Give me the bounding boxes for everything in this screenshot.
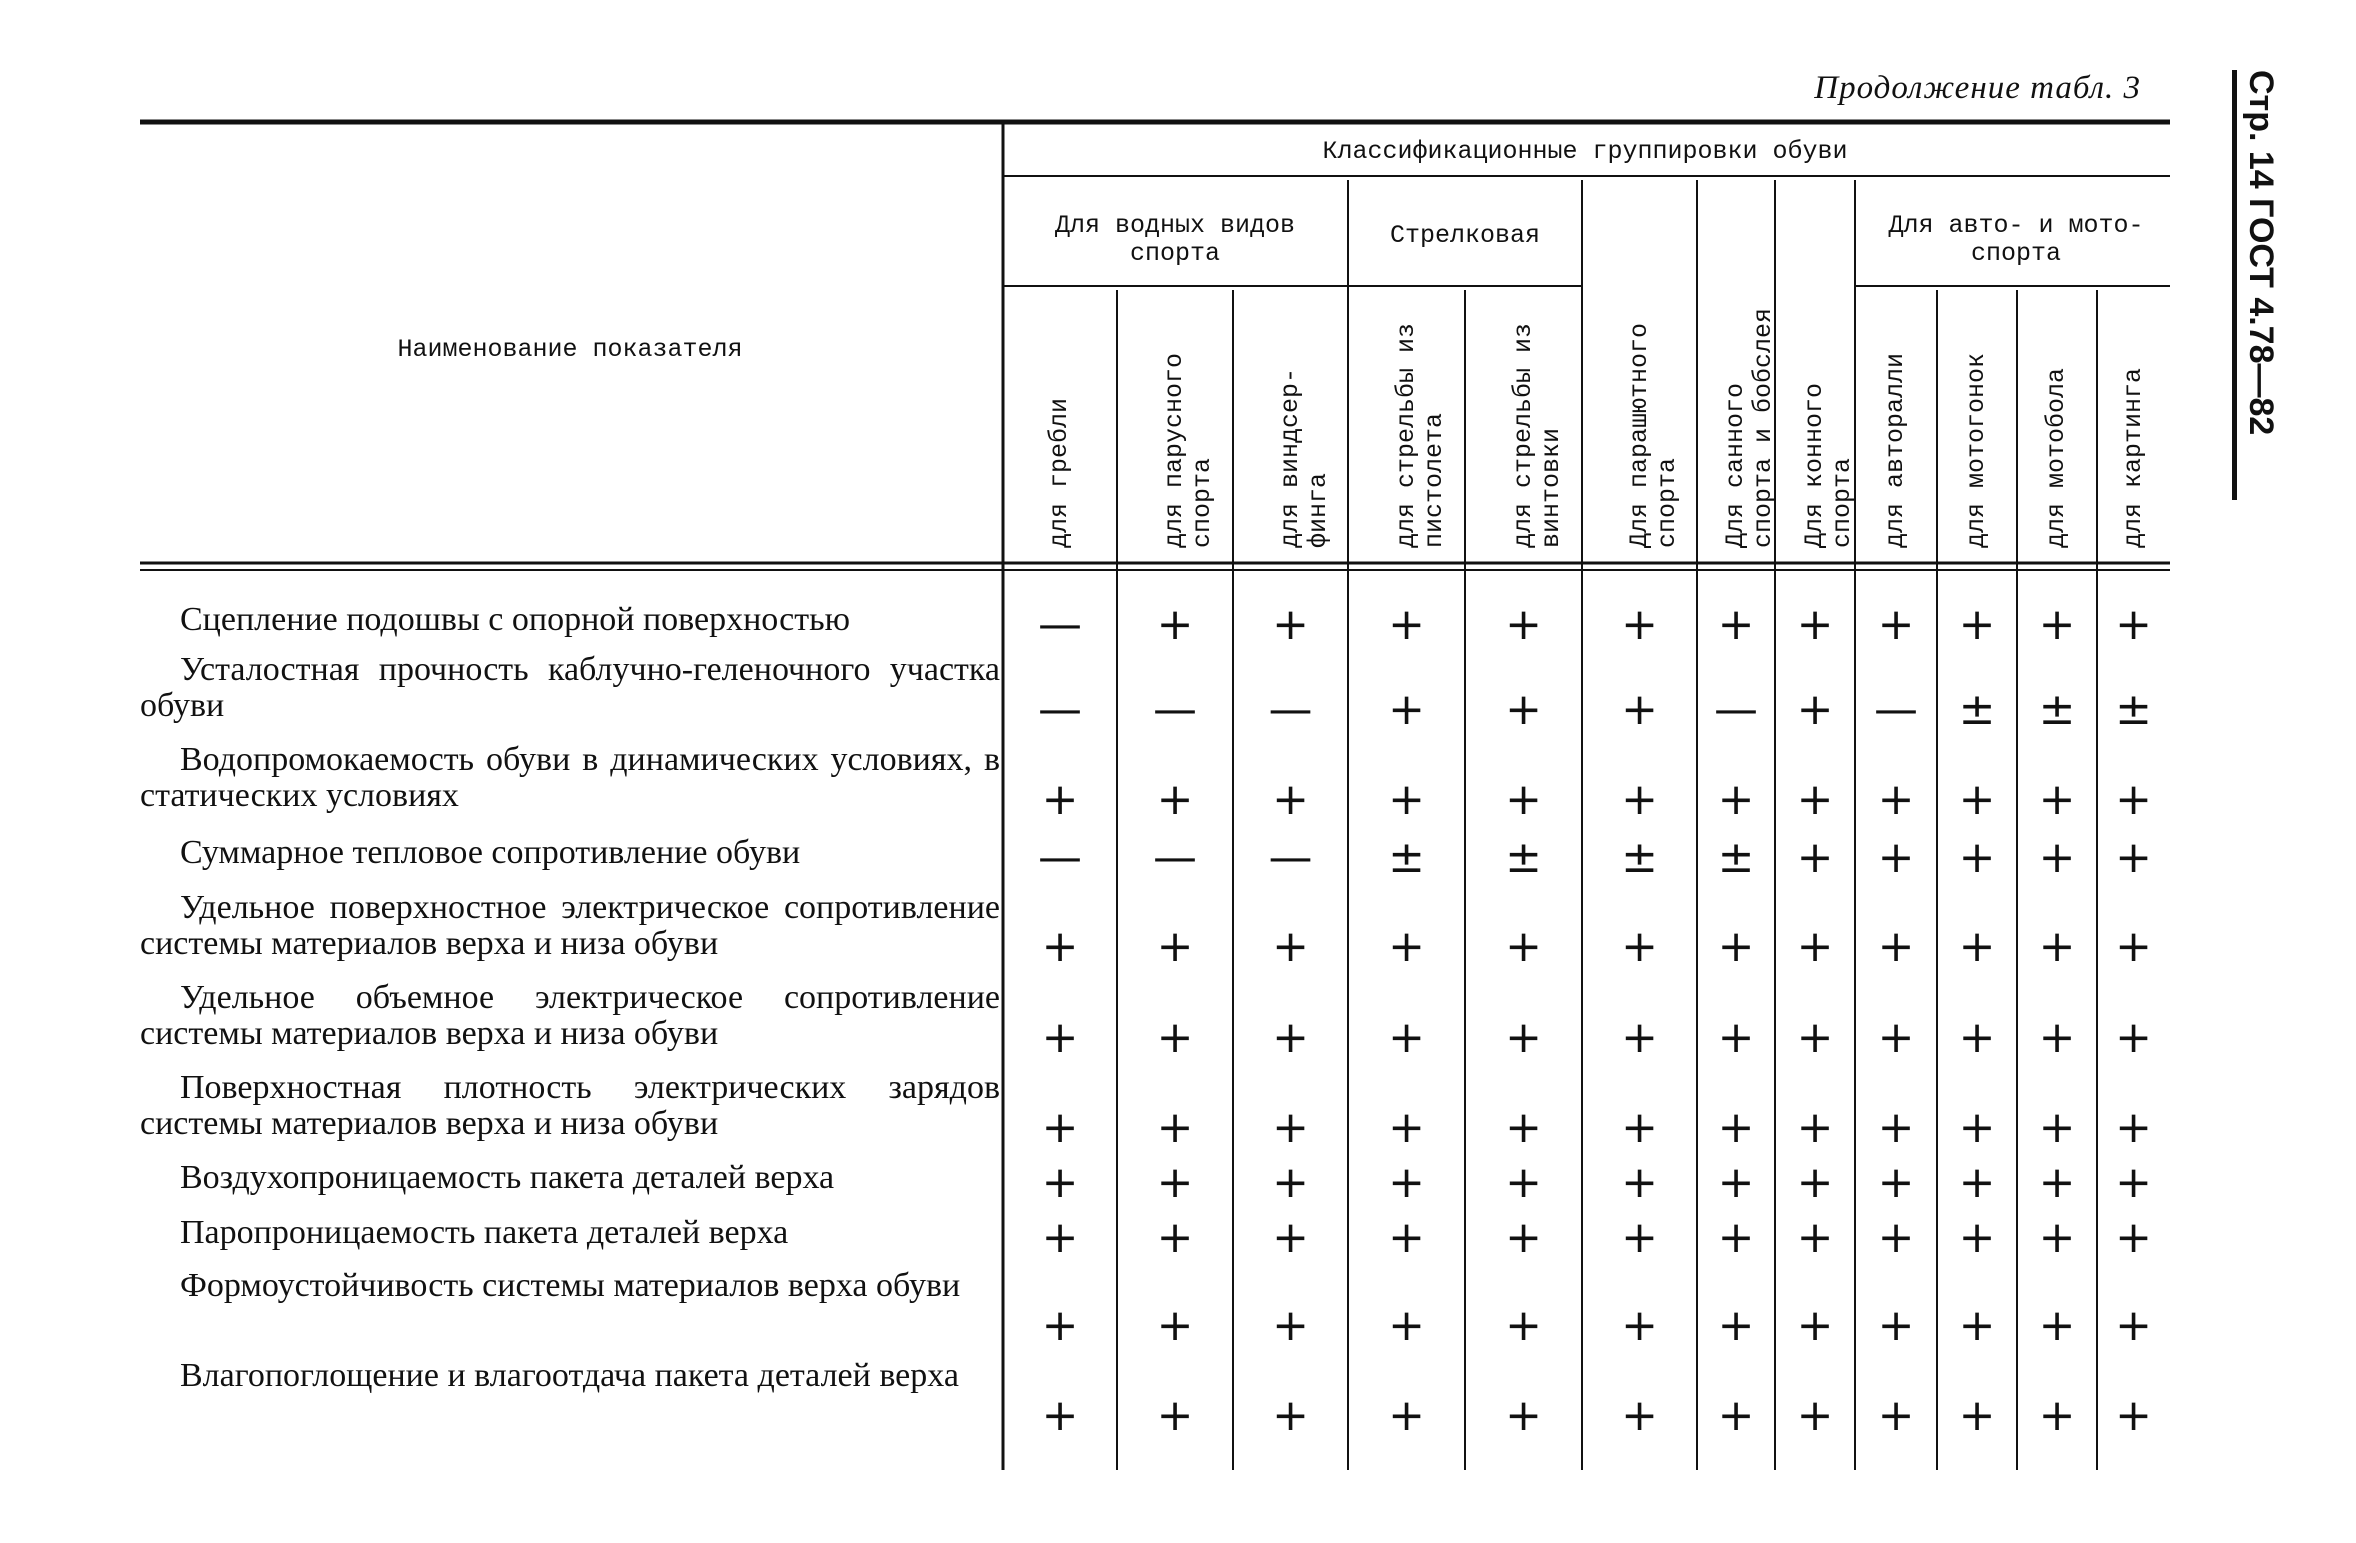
cell-mark: + [1272,1390,1309,1441]
cell-mark: + [1041,1390,1079,1441]
cell-mark: + [1505,1300,1542,1351]
cell-mark: + [1156,1390,1194,1441]
group-header-shooting: Стрелковая [1389,221,1541,250]
cell-mark: + [1156,1300,1194,1351]
cell-mark: + [1958,774,1996,825]
cell-mark: + [1041,1102,1079,1153]
cell-mark: + [1505,1157,1542,1208]
cell-mark: + [1877,832,1915,883]
cell-mark: + [1156,921,1194,972]
cell-mark: + [1796,1212,1834,1263]
cell-mark: + [1388,1212,1425,1263]
cell-mark: + [1041,1212,1079,1263]
cell-mark: + [2115,1212,2152,1263]
cell-mark: + [2115,921,2152,972]
row-label: Усталостная прочность каблучно-геленочного участка обуви [140,651,1000,724]
cell-mark: + [2115,1300,2152,1351]
cell-mark: + [1958,1300,1996,1351]
cell-mark: + [1156,1212,1194,1263]
cell-mark: + [1388,1300,1425,1351]
cell-mark: + [1958,1012,1996,1063]
cell-mark: + [1388,1390,1425,1441]
cell-mark: + [2115,774,2152,825]
cell-mark: + [1621,684,1658,735]
cell-mark: — [1038,832,1082,883]
cell-mark: + [2038,599,2076,650]
indicator-header: Наименование показателя [397,335,743,364]
cell-mark: + [1272,774,1309,825]
cell-mark: + [1388,921,1425,972]
row-label: Водопромокаемость обуви в динамических условиях, в статических условиях [140,741,1000,814]
cell-mark: + [1796,1157,1834,1208]
cell-mark: + [1505,1390,1542,1441]
cell-mark: — [1268,684,1313,735]
cell-mark: + [2038,1102,2076,1153]
cell-mark: + [1796,1390,1834,1441]
cell-mark: + [1877,774,1915,825]
cell-mark: ± [1505,832,1542,883]
column-header-label: для стрельбы из винтовки [1508,322,1565,548]
cell-mark: + [1272,1212,1309,1263]
row-label: Паропроницаемость пакета деталей верха [180,1214,789,1251]
cell-mark: + [1958,1390,1996,1441]
cell-mark: ± [1621,832,1658,883]
group-header-water: Для водных видов спорта [1054,211,1296,268]
cell-mark: + [1796,921,1834,972]
cell-mark: + [1717,1300,1755,1351]
row-label: Поверхностная плотность электрических зарядов системы материалов верха и низа обуви [140,1069,1000,1142]
cell-mark: + [1621,1300,1658,1351]
cell-mark: + [1156,774,1194,825]
cell-mark: + [2115,1157,2152,1208]
cell-mark: + [1621,1212,1658,1263]
cell-mark: + [1156,1012,1194,1063]
cell-mark: + [1156,1102,1194,1153]
cell-mark: + [1505,774,1542,825]
cell-mark: — [1038,599,1082,650]
cell-mark: + [2038,921,2076,972]
column-header-label: для мотогонок [1962,352,1991,548]
cell-mark: + [1272,599,1309,650]
row-label: Удельное объемное электрическое сопротивление системы материалов верха и низа обуви [140,979,1000,1052]
cell-mark: + [1621,1012,1658,1063]
column-header-label: Для парашютного спорта [1624,322,1681,548]
cell-mark: ± [1958,684,1996,735]
cell-mark: + [1388,1012,1425,1063]
cell-mark: + [1717,1157,1755,1208]
cell-mark: + [1796,1300,1834,1351]
cell-mark: + [1958,599,1996,650]
groups-header: Классификационные группировки обуви [1322,137,1848,166]
column-header-label: для стрельбы из пистолета [1391,322,1448,548]
cell-mark: + [1272,1102,1309,1153]
cell-mark: + [1041,774,1079,825]
cell-mark: + [1621,1390,1658,1441]
cell-mark: + [1958,832,1996,883]
cell-mark: + [2115,1390,2152,1441]
cell-mark: ± [1388,832,1425,883]
cell-mark: + [2038,774,2076,825]
cell-mark: + [2038,1390,2076,1441]
cell-mark: + [2115,832,2152,883]
cell-mark: + [1717,774,1755,825]
cell-mark: + [2115,1102,2152,1153]
cell-mark: + [1796,832,1834,883]
row-label: Суммарное тепловое сопротивление обуви [180,834,801,871]
row-label: Сцепление подошвы с опорной поверхностью [180,601,851,638]
cell-mark: + [1041,921,1079,972]
cell-mark: — [1714,684,1758,735]
cell-mark: + [1717,1102,1755,1153]
cell-mark: + [2115,599,2152,650]
cell-mark: + [2038,1300,2076,1351]
cell-mark: + [1272,1157,1309,1208]
cell-mark: + [1041,1012,1079,1063]
cell-mark: — [1153,832,1197,883]
cell-mark: + [1796,1012,1834,1063]
cell-mark: + [2038,1212,2076,1263]
cell-mark: + [1041,1157,1079,1208]
cell-mark: + [1621,1102,1658,1153]
cell-mark: + [1272,1012,1309,1063]
cell-mark: + [1505,1012,1542,1063]
cell-mark: + [1877,599,1915,650]
cell-mark: + [1505,1212,1542,1263]
cell-mark: + [1505,599,1542,650]
column-header-label: для авторалли [1881,352,1910,548]
cell-mark: + [1505,684,1542,735]
cell-mark: + [1717,1212,1755,1263]
cell-mark: + [1877,1390,1915,1441]
cell-mark: + [2115,1012,2152,1063]
continuation-title: Продолжение табл. 3 [1814,70,2141,106]
cell-mark: + [1272,1300,1309,1351]
cell-mark: + [1958,1102,1996,1153]
column-header-label: для мотобола [2042,367,2071,548]
row-label: Влагопоглощение и влагоотдача пакета деталей верха [180,1357,959,1394]
cell-mark: + [2038,1012,2076,1063]
cell-mark: + [1877,1102,1915,1153]
cell-mark: + [1388,684,1425,735]
column-header-label: Для конного спорта [1800,382,1857,548]
cell-mark: ± [1717,832,1755,883]
cell-mark: + [1877,1300,1915,1351]
column-header-label: для парусного спорта [1160,352,1217,548]
cell-mark: + [1717,1390,1755,1441]
cell-mark: + [1621,599,1658,650]
cell-mark: + [2038,832,2076,883]
cell-mark: + [1505,921,1542,972]
cell-mark: ± [2115,684,2152,735]
cell-mark: + [1958,1212,1996,1263]
cell-mark: + [1388,599,1425,650]
cell-mark: ± [2038,684,2076,735]
cell-mark: — [1153,684,1197,735]
cell-mark: + [1388,1157,1425,1208]
cell-mark: + [1717,921,1755,972]
column-header-label: для виндсер-финга [1275,367,1332,548]
column-header-label: Для санного спорта и бобслея [1721,307,1778,548]
cell-mark: + [1958,921,1996,972]
cell-mark: + [1717,1012,1755,1063]
group-header-motorsport: Для автo- и мото-спорта [1888,211,2144,268]
cell-mark: — [1268,832,1313,883]
cell-mark: + [1958,1157,1996,1208]
cell-mark: + [1388,774,1425,825]
row-label: Воздухопроницаемость пакета деталей верха [180,1159,835,1196]
cell-mark: + [2038,1157,2076,1208]
cell-mark: + [1877,1212,1915,1263]
cell-mark: + [1388,1102,1425,1153]
cell-mark: + [1796,1102,1834,1153]
cell-mark: + [1621,774,1658,825]
column-header-label: для гребли [1045,397,1074,548]
cell-mark: + [1621,921,1658,972]
cell-mark: + [1272,921,1309,972]
cell-mark: + [1796,774,1834,825]
side-header-text: Стр. 14 ГОСТ 4.78—82 [2242,70,2280,436]
cell-mark: + [1877,1157,1915,1208]
cell-mark: + [1041,1300,1079,1351]
row-label: Удельное поверхностное электрическое сопротивление системы материалов верха и низа обуви [140,889,1000,962]
cell-mark: + [1156,599,1194,650]
cell-mark: + [1621,1157,1658,1208]
cell-mark: — [1038,684,1082,735]
cell-mark: — [1874,684,1918,735]
cell-mark: + [1505,1102,1542,1153]
cell-mark: + [1796,599,1834,650]
cell-mark: + [1156,1157,1194,1208]
cell-mark: + [1877,921,1915,972]
column-header-label: для картинга [2118,367,2148,548]
row-label: Формоустойчивость системы материалов верха обуви [180,1267,961,1304]
cell-mark: + [1796,684,1834,735]
cell-mark: + [1717,599,1755,650]
cell-mark: + [1877,1012,1915,1063]
